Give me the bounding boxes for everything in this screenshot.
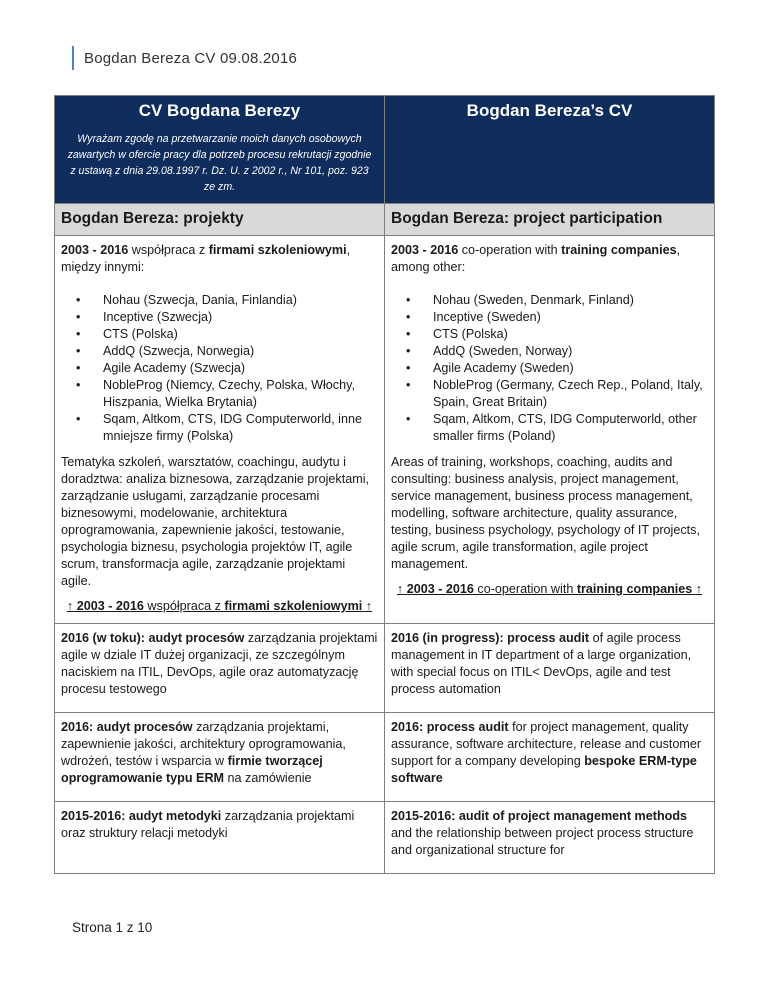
page-footer: Strona 1 z 10 — [72, 920, 153, 935]
entry-cell-pl — [55, 624, 385, 713]
company-list-item — [76, 360, 378, 377]
bullet-icon: • — [76, 361, 81, 375]
company-name: Inceptive (Szwecja) — [103, 310, 213, 324]
cv-title-en: Bogdan Bereza’s CV — [466, 101, 633, 120]
entry-cell-pl — [55, 713, 385, 802]
company-name: CTS (Polska) — [103, 327, 178, 341]
back-link-en[interactable] — [391, 581, 708, 598]
company-list-item — [76, 377, 378, 411]
entry-text: of agile process management in IT department of a large organization, with special focus on ITIL< DevOps, agile and test process automation — [391, 631, 692, 696]
up-arrow-icon: ↑ — [695, 582, 703, 596]
company-name: Sqam, Altkom, CTS, IDG Computerworld, inne mniejsze firmy (Polska) — [103, 412, 362, 443]
training-post-pl: , między innymi: — [61, 243, 351, 274]
bullet-icon: • — [76, 378, 81, 392]
training-years-en: 2003 - 2016 — [391, 243, 459, 257]
back-years-pl: 2003 - 2016 — [76, 599, 144, 613]
entry-lead: 2015-2016: audyt metodyki — [61, 809, 222, 823]
cv-title-pl: CV Bogdana Berezy — [138, 101, 301, 120]
company-name: Agile Academy (Sweden) — [433, 361, 574, 375]
training-bold-pl: firmami szkoleniowymi — [208, 243, 347, 257]
section-heading-pl: Bogdan Bereza: projekty — [55, 204, 385, 236]
company-list-item — [406, 377, 708, 411]
entry-cell-pl — [55, 802, 385, 874]
entry-pl — [61, 630, 378, 698]
back-years-en: 2003 - 2016 — [406, 582, 474, 596]
entry-lead: 2016 (w toku): audyt procesów — [61, 631, 245, 645]
training-cell-pl — [55, 236, 385, 624]
entry-row — [55, 624, 715, 713]
up-arrow-icon: ↑ — [66, 599, 74, 613]
entry-cell-en — [385, 802, 715, 874]
bullet-icon: • — [406, 344, 411, 358]
company-name: CTS (Polska) — [433, 327, 508, 341]
entry-text: for project management, quality assurance, software architecture, release and customer support for a company developing — [391, 720, 702, 768]
consent-clause: Wyrażam zgodę na przetwarzanie moich danych osobowych zawartych w ofercie pracy dla potrzeb procesu rekrutacji zgodnie z ustawą z dnia 29.08.1997 r. Dz. U. z 2002 r., Nr 101, poz. 923 ze zm. — [67, 133, 372, 193]
back-bold-en: training companies — [576, 582, 693, 596]
areas-en: Areas of training, workshops, coaching, audits and consulting: business analysis, project management, service management, business process management, modelling, software architecture, quality assurance, testing, business psychology, psychology of IT projects, agile scrum, agile transformation, agile project management. — [391, 455, 700, 571]
company-list-item — [406, 309, 708, 326]
company-name: Inceptive (Sweden) — [433, 310, 541, 324]
title-row — [55, 96, 715, 204]
title-cell-en — [385, 96, 715, 204]
company-name: Sqam, Altkom, CTS, IDG Computerworld, other smaller firms (Poland) — [433, 412, 697, 443]
entry-en — [391, 808, 708, 859]
back-pre-en: co-operation with — [473, 582, 577, 596]
company-list-item — [406, 411, 708, 445]
entry-bold: firmie tworzącej oprogramowanie typu ERM — [61, 754, 323, 785]
entry-cell-en — [385, 624, 715, 713]
back-link-pl[interactable] — [61, 598, 378, 615]
bullet-icon: • — [76, 327, 81, 341]
areas-pl: Tematyka szkoleń, warsztatów, coachingu, audytu i doradztwa: analiza biznesowa, zarządzanie projektami, zarządzanie usługami, zarządzanie procesami biznesowymi, modelowanie, architektura oprogramowania, zapewnienie jakości, testowanie, psychologia biznesu, psychologia projektów IT, agile scrum, transformacja agile, zarządzanie projektami agile. — [61, 455, 370, 588]
bullet-icon: • — [76, 293, 81, 307]
entry-en — [391, 719, 708, 787]
company-list-item — [406, 360, 708, 377]
entry-lead: 2016 (in progress): process audit — [391, 631, 590, 645]
company-list-item — [76, 411, 378, 445]
entry-lead: 2015-2016: audit of project management methods — [391, 809, 688, 823]
bullet-icon: • — [406, 293, 411, 307]
company-name: AddQ (Sweden, Norway) — [433, 344, 573, 358]
company-list-item — [406, 292, 708, 309]
entry-text: zarządzania projektami, zapewnienie jakości, architektury oprogramowania, wdrożeń, testów i wsparcia w — [61, 720, 346, 768]
bullet-icon: • — [406, 378, 411, 392]
entry-row — [55, 802, 715, 874]
up-arrow-icon: ↑ — [396, 582, 404, 596]
section-row — [55, 204, 715, 236]
entry-lead: 2016: process audit — [391, 720, 509, 734]
training-post-en: , among other: — [391, 243, 681, 274]
bullet-icon: • — [76, 310, 81, 324]
company-list-item — [76, 343, 378, 360]
company-name: AddQ (Szwecja, Norwegia) — [103, 344, 255, 358]
entry-pl — [61, 719, 378, 787]
bullet-icon: • — [406, 327, 411, 341]
training-pre-en: co-operation with — [458, 243, 562, 257]
bullet-icon: • — [406, 310, 411, 324]
entry-text: zarządzania projektami oraz struktury relacji metodyki — [61, 809, 355, 840]
up-arrow-icon: ↑ — [365, 599, 373, 613]
entry-cell-en — [385, 713, 715, 802]
bullet-icon: • — [76, 344, 81, 358]
training-row — [55, 236, 715, 624]
title-cell-pl — [55, 96, 385, 204]
cv-table — [54, 95, 715, 874]
training-years-pl: 2003 - 2016 — [61, 243, 129, 257]
company-name: Nohau (Sweden, Denmark, Finland) — [433, 293, 634, 307]
company-list-item — [406, 326, 708, 343]
company-name: NobleProg (Niemcy, Czechy, Polska, Włochy, Hiszpania, Wielka Brytania) — [103, 378, 355, 409]
entry-lead: 2016: audyt procesów — [61, 720, 193, 734]
entry-pl — [61, 808, 378, 842]
training-bold-en: training companies — [561, 243, 677, 257]
entry-bold: bespoke ERM-type software — [391, 754, 697, 785]
training-cell-en — [385, 236, 715, 624]
company-name: Agile Academy (Szwecja) — [103, 361, 246, 375]
back-pre-pl: współpraca z — [143, 599, 225, 613]
company-list-en — [391, 292, 708, 445]
company-list-item — [76, 326, 378, 343]
section-heading-en: Bogdan Bereza: project participation — [385, 204, 715, 236]
bullet-icon: • — [76, 412, 81, 426]
bullet-icon: • — [406, 361, 411, 375]
header-accent-bar — [72, 46, 74, 70]
entry-text: and the relationship between project process structure and organizational structure for — [391, 826, 694, 857]
company-name: Nohau (Szwecja, Dania, Finlandia) — [103, 293, 297, 307]
training-pre-pl: współpraca z — [128, 243, 209, 257]
company-list-pl — [61, 292, 378, 445]
training-intro-pl — [61, 242, 378, 276]
training-intro-en — [391, 242, 708, 276]
entry-text: zarządzania projektami agile w dziale IT dużej organizacji, ze szczególnym naciskiem na ITIL, DevOps, agile oraz automatyzację procesu testowego — [61, 631, 378, 696]
entry-tail: na zamówienie — [224, 771, 312, 785]
header-title: Bogdan Bereza CV 09.08.2016 — [84, 49, 298, 67]
company-list-item — [76, 309, 378, 326]
company-list-item — [76, 292, 378, 309]
back-bold-pl: firmami szkoleniowymi — [224, 599, 363, 613]
company-name: NobleProg (Germany, Czech Rep., Poland, Italy, Spain, Great Britain) — [433, 378, 703, 409]
entry-row — [55, 713, 715, 802]
page-header — [72, 46, 297, 70]
company-list-item — [406, 343, 708, 360]
entry-en — [391, 630, 708, 698]
bullet-icon: • — [406, 412, 411, 426]
